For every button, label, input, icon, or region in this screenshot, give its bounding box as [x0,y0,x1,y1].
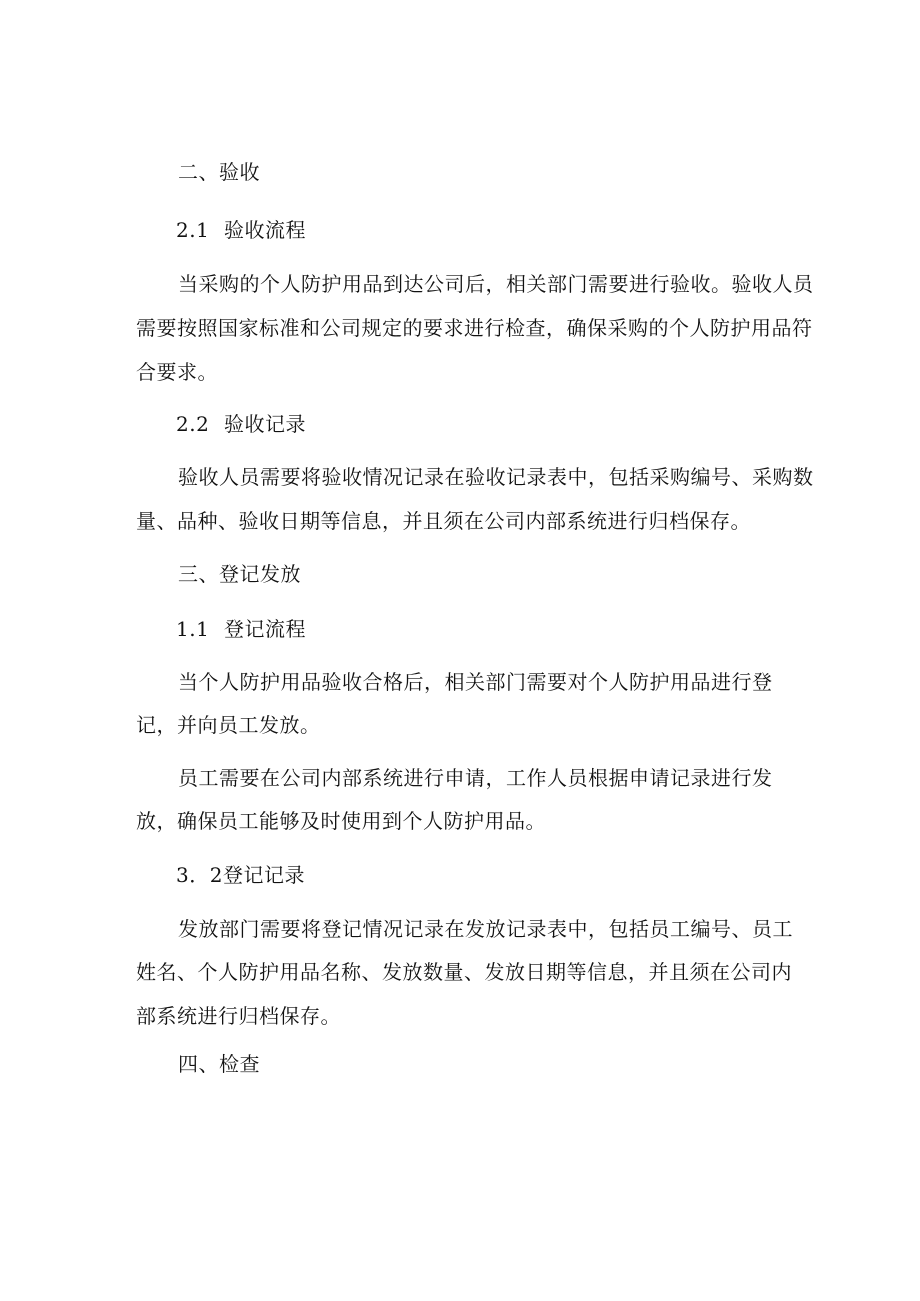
section-heading-inspection: 四、检查 [178,1052,260,1076]
paragraph-line: 放，确保员工能够及时使用到个人防护用品。 [136,809,546,833]
subheading-acceptance-process [176,218,306,242]
subheading-number: 2.1 [176,218,210,242]
subheading-title: 验收记录 [224,412,306,436]
section-heading-acceptance: 二、验收 [178,160,260,184]
paragraph-line: 量、品种、验收日期等信息，并且须在公司内部系统进行归档保存。 [136,509,751,533]
paragraph-line: 验收人员需要将验收情况记录在验收记录表中，包括采购编号、采购数 [178,465,814,489]
subheading-number: 2.2 [176,412,210,436]
paragraph-line: 发放部门需要将登记情况记录在发放记录表中，包括员工编号、员工 [178,917,793,941]
subheading-number: 1.1 [176,617,210,641]
paragraph-line: 部系统进行归档保存。 [136,1004,341,1028]
paragraph-line: 当采购的个人防护用品到达公司后，相关部门需要进行验收。验收人员 [178,272,814,296]
paragraph-line: 姓名、个人防护用品名称、发放数量、发放日期等信息，并且须在公司内 [136,960,792,984]
subheading-acceptance-record [176,412,306,436]
subheading-registration-process [176,617,306,641]
section-heading-registration: 三、登记发放 [178,562,301,586]
paragraph-line: 记，并向员工发放。 [136,713,321,737]
paragraph-line: 合要求。 [136,360,218,384]
paragraph-line: 员工需要在公司内部系统进行申请，工作人员根据申请记录进行发 [178,766,773,790]
subheading-registration-record: 3．2登记记录 [176,863,305,887]
paragraph-line: 需要按照国家标准和公司规定的要求进行检查，确保采购的个人防护用品符 [136,316,813,340]
subheading-title: 验收流程 [224,218,306,242]
subheading-title: 登记流程 [224,617,306,641]
paragraph-line: 当个人防护用品验收合格后，相关部门需要对个人防护用品进行登 [178,670,773,694]
